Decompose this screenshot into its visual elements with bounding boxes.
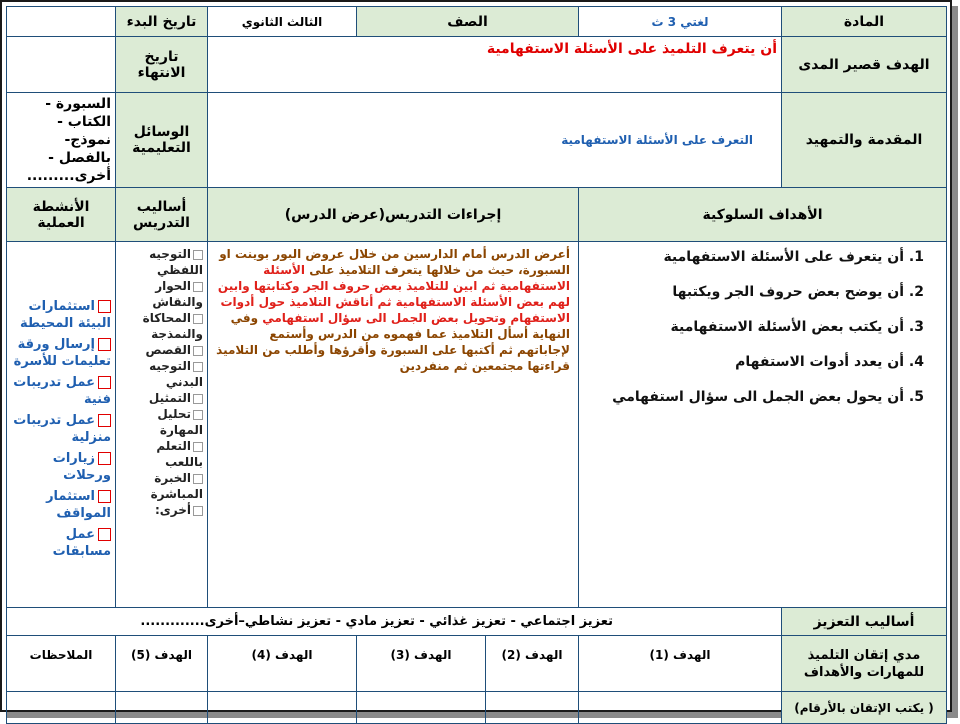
checkbox-icon[interactable] <box>98 452 111 465</box>
end-date-value[interactable] <box>7 37 116 93</box>
goal-4-score[interactable] <box>208 692 357 724</box>
checkbox-icon[interactable] <box>98 490 111 503</box>
notes-header: الملاحظات <box>7 636 116 692</box>
notes-value[interactable] <box>7 692 116 724</box>
aids-label: الوسائل التعليمية <box>116 93 208 188</box>
method-item[interactable]: أخرى: <box>120 502 203 518</box>
mastery-label: مدي إتقان التلميذ للمهارات والأهداف <box>782 636 947 692</box>
intro-value: التعرف على الأسئلة الاستفهامية <box>208 93 782 188</box>
checkbox-icon[interactable] <box>193 282 203 292</box>
objectives-header: الأهداف السلوكية <box>579 188 947 242</box>
method-item[interactable]: التعلم باللعب <box>156 439 203 469</box>
checkbox-icon[interactable] <box>193 410 203 420</box>
goal-2-header: الهدف (2) <box>486 636 579 692</box>
goal-1-header: الهدف (1) <box>579 636 782 692</box>
goal-1-score[interactable] <box>579 692 782 724</box>
reinforcement-value: تعزيز اجتماعي - تعزيز غذائي - تعزيز مادي - تعزيز نشاطي–أخرى............. <box>7 608 782 636</box>
reinforcement-label: أساليب التعزيز <box>782 608 947 636</box>
method-item[interactable]: الخبرة المباشرة <box>150 471 203 501</box>
mastery-footer: ( يكتب الإتقان بالأرقام) <box>782 692 947 724</box>
activities-cell <box>7 242 116 608</box>
intro-label: المقدمة والتمهيد <box>782 93 947 188</box>
checkbox-icon[interactable] <box>98 338 111 351</box>
method-item[interactable]: القصص <box>120 342 203 358</box>
activity-item[interactable]: زيارات ورحلات <box>52 451 111 483</box>
checkbox-icon[interactable] <box>193 394 203 404</box>
checkbox-icon[interactable] <box>193 346 203 356</box>
aids-value: السبورة - الكتاب - نموذج- بالفصل - أخرى......... <box>7 93 116 188</box>
subject-label: المادة <box>782 7 947 37</box>
goal-3-header: الهدف (3) <box>357 636 486 692</box>
activity-item[interactable]: استثمارات البيئة المحيطة <box>20 299 111 331</box>
goal-2-score[interactable] <box>486 692 579 724</box>
class-label: الصف <box>357 7 579 37</box>
procedures-cell <box>208 242 579 608</box>
checkbox-icon[interactable] <box>193 506 203 516</box>
checkbox-icon[interactable] <box>193 442 203 452</box>
methods-cell <box>116 242 208 608</box>
method-item[interactable]: الحوار والنقاش <box>152 279 203 309</box>
objective-item: 2. أن يوضح بعض حروف الجر ويكتبها <box>672 284 924 300</box>
checkbox-icon[interactable] <box>193 250 203 260</box>
method-item[interactable]: المحاكاة والنمذجة <box>142 311 203 341</box>
procedures-text: أعرض الدرس أمام الدارسين من خلال عروض البور بوينت او السبورة، حيث من خلالها يتعرف التلاميذ على الأسئلة الاستفهامية ثم ابين للتلاميذ بعض حروف الجر وكتابتها وابين لهم بعض الأسئلة الاستفهامية ثم أناقش التلاميذ حول أدوات الاستفهام وتحويل بعض الجمل الى سؤال استفهامي وفي النهاية أسأل التلاميذ عما فهموه من الدرس وأستمع لإجاباتهم ثم أكتبها على السبورة وأقرؤها وأطلب من التلاميذ قراءتها مجتمعين ثم منفردين <box>216 247 570 373</box>
objectives-cell <box>579 242 947 608</box>
start-date-label: تاريخ البدء <box>116 7 208 37</box>
method-item[interactable]: التوجيه البدني <box>149 359 203 389</box>
objective-item: 3. أن يكتب بعض الأسئلة الاستفهامية <box>670 319 924 335</box>
checkbox-icon[interactable] <box>98 376 111 389</box>
procedures-header: إجراءات التدريس(عرض الدرس) <box>208 188 579 242</box>
methods-header: أساليب التدريس <box>116 188 208 242</box>
subject-value: لغتي 3 ث <box>579 7 782 37</box>
objective-item: 5. أن يحول بعض الجمل الى سؤال استفهامي <box>612 389 924 405</box>
method-item[interactable]: التمثيل <box>120 390 203 406</box>
start-date-value[interactable] <box>7 7 116 37</box>
activity-item[interactable]: عمل مسابقات <box>52 527 111 559</box>
activities-header: الأنشطة العملية <box>7 188 116 242</box>
objective-item: 1. أن يتعرف على الأسئلة الاستفهامية <box>663 249 924 265</box>
objective-item: 4. أن يعدد أدوات الاستفهام <box>735 354 924 370</box>
goal-value: أن يتعرف التلميذ على الأسئلة الاستفهامية <box>208 37 782 93</box>
checkbox-icon[interactable] <box>193 474 203 484</box>
goal-4-header: الهدف (4) <box>208 636 357 692</box>
activity-item[interactable]: عمل تدريبات فنية <box>13 375 111 407</box>
lesson-plan-table <box>6 6 947 724</box>
checkbox-icon[interactable] <box>98 300 111 313</box>
checkbox-icon[interactable] <box>193 362 203 372</box>
activity-item[interactable]: إرسال ورقة تعليمات للأسرة <box>13 337 111 369</box>
method-item[interactable]: التوجيه اللفظي <box>149 247 203 277</box>
activity-item[interactable]: استثمار المواقف <box>46 489 111 521</box>
class-value: الثالث الثانوي <box>208 7 357 37</box>
checkbox-icon[interactable] <box>193 314 203 324</box>
end-date-label: تاريخ الانتهاء <box>116 37 208 93</box>
goal-3-score[interactable] <box>357 692 486 724</box>
goal-5-header: الهدف (5) <box>116 636 208 692</box>
checkbox-icon[interactable] <box>98 528 111 541</box>
activity-item[interactable]: عمل تدريبات منزلية <box>13 413 111 445</box>
goal-label: الهدف قصير المدى <box>782 37 947 93</box>
method-item[interactable]: تحليل المهارة <box>157 407 203 437</box>
goal-5-score[interactable] <box>116 692 208 724</box>
checkbox-icon[interactable] <box>98 414 111 427</box>
